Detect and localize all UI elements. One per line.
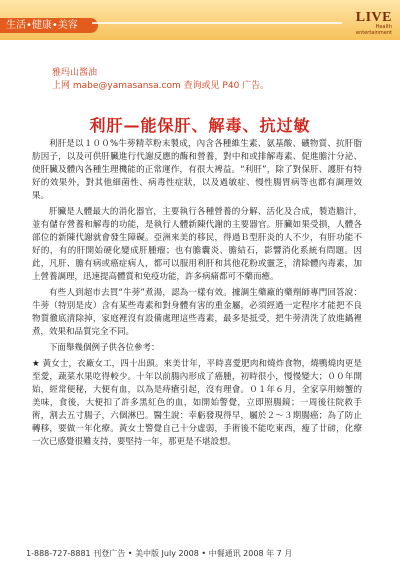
sponsor-name: 雅玛山酱油 xyxy=(52,68,98,78)
article-title: 利肝—能保肝、解毒、抗过敏 xyxy=(89,116,311,135)
page-footer: 1-888-727-8881 刊登广告 • 美中版 July 2008 • 中餐通讯 2008 年 7 月 xyxy=(26,549,293,558)
brand-wordmark: LIVE xyxy=(355,10,392,25)
article-paragraph: 利肝是以１００%牛蒡精萃粉末製成，內含各種維生素、氨基酸、礦物質、抗肝脂肪因子，以及可供肝臟進行代謝反應的酶和營養，對中和或排解毒素、促進膽汁分泌、使肝臟及體內各種生理機能的正常運作，有很大裨益。“利肝”，除了對保肝、護肝有特好的效果外，對其他細菌性、病毒性症狀，以及過敏症、慢性腸胃病等也都有調理效果。 xyxy=(32,139,362,201)
brand-logo xyxy=(340,10,392,38)
case-study-text: ★ 黃女士，衣廠女工，四十出頭。來美廿年，平時喜愛肥肉和燒炸食物，燒鴨燒肉更是至愛，蔬菜水果吃得較少。十年以前腸內形成了癌腫，初時很小，慢慢變大；００年開始，經常便秘，大便有血，以為是痔瘡引起，沒有理會。０１年６月，全家享用螃蟹的美味，食後，大便扣了許多黑紅色的血，如開始警覺，立即照腸鏡；一周後往院救手術，割去五寸腸子，六個淋巴。醫生說：幸虧發現得早，屬於２～３期腸癌；為了防止轉移，要做一年化療。黃女士警覺自己十分虛弱，手術後不能吃東西，瘦了廿磅，化療一次已感覺很難支持，要堅持一年，那更是不堪設想。 xyxy=(32,359,362,447)
article-paragraph: 肝臟是人體最大的消化器官，主要執行各種營養的分解、活化及合成，製造膽汁，並有儲存營養和解毒的功能，是執行人體新陳代謝的主要器官。肝臟如果受損，人體各部位的新陳代謝就會發生障礙。亞洲來美的移民，得過Ｂ型肝炎的人不少，有肝功能不好的，有的肝開始硬化變成肝腫瘤；也有膽囊炎、膽結石，影響消化系統有問題。因此，凡肝、膽有病或癌症病人，都可以服用利肝和其他花粉或靈芝，清除體內毒素，加上營養調理，迅速提高體質和免疫功能，許多病痛都可不藥而癒。 xyxy=(32,207,362,282)
case-study xyxy=(32,358,362,449)
article-paragraph: 有些人到超市去買“牛蒡”煮湯，認為一樣有效。據調生藥廠的藥劑師專門回答說：牛蒡（特別是皮）含有某些毒素和對身體有害的重金屬，必須經過一定程序才能把不良物質徹底清除掉，家庭裡沒有設備處理這些毒素，最多是抵受，把牛蒡清洗了放進鍋裡煮，效果和品質完全不同。 xyxy=(32,288,362,337)
article-paragraph: 下面舉幾個例子供各位參考： xyxy=(49,343,160,353)
article-body xyxy=(32,138,362,452)
page-header xyxy=(0,0,400,40)
sponsor-contact: 上网 mabe@yamasansa.com 查询或见 P40 广告。 xyxy=(52,81,270,91)
section-band: 生活•健康•美容 xyxy=(0,18,98,33)
brand-subtitle: Health entertainment xyxy=(356,24,392,36)
header-divider xyxy=(92,22,342,24)
